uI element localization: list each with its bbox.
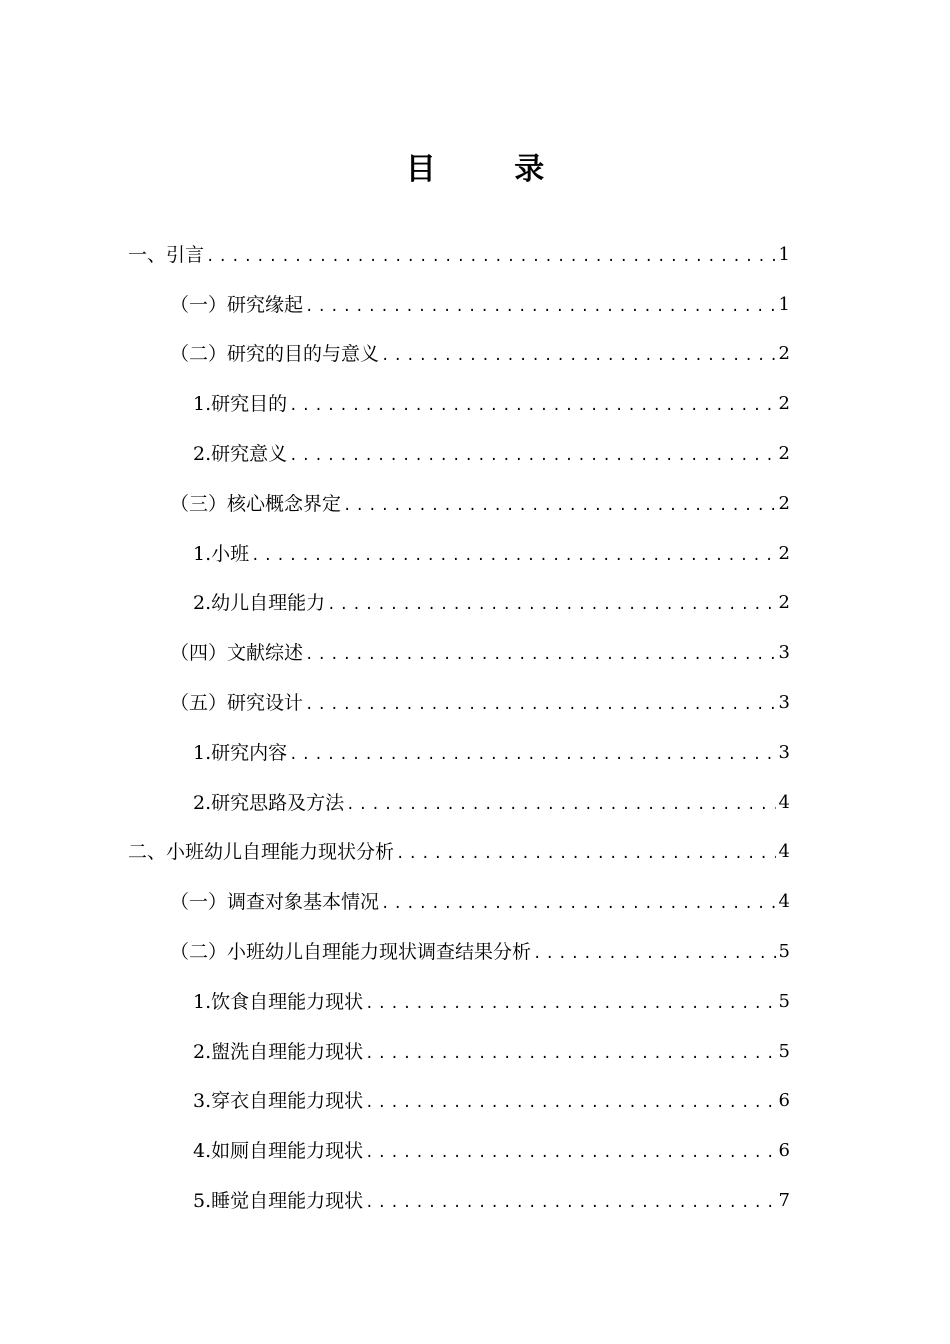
toc-page-number: 4 [778,791,790,813]
toc-entry-text: 一、引言 [128,243,205,266]
toc-entry-text: 二、小班幼儿自理能力现状分析 [128,841,395,864]
toc-page-number: 5 [778,990,790,1012]
toc-entry-text: （一）调查对象基本情况 [170,891,380,914]
toc-page-number: 2 [778,343,790,365]
toc-page-number: 4 [778,891,790,913]
toc-entry-text: （二）小班幼儿自理能力现状调查结果分析 [170,941,532,964]
toc-entry[interactable] [0,479,950,529]
toc-dot-leader [289,443,776,469]
toc-entry-text: （二）研究的目的与意义 [170,343,380,366]
toc-page-number: 3 [778,642,790,664]
toc-dot-leader [365,1090,776,1116]
toc-entry-text: 1.研究内容 [193,741,288,764]
toc-page-number: 4 [778,841,790,863]
toc-dot-leader [381,343,776,369]
toc-page-number: 2 [778,492,790,514]
toc-entry-text: 2.盥洗自理能力现状 [193,1040,364,1063]
toc-entry-text: 1.小班 [193,542,250,565]
toc-page-number: 7 [778,1190,790,1212]
toc-page-number: 5 [778,1040,790,1062]
toc-dot-leader [343,493,776,519]
toc-entry[interactable] [0,280,950,330]
toc-dot-leader [327,592,776,618]
toc-dot-leader [305,642,776,668]
toc-entry[interactable] [0,828,950,878]
page-title: 目 录 [405,152,579,188]
toc-dot-leader [289,393,776,419]
toc-entry[interactable] [0,1077,950,1127]
toc-dot-leader [251,543,776,569]
toc-entry[interactable] [0,529,950,579]
toc-entry[interactable] [0,1027,950,1077]
toc-dot-leader [533,941,776,967]
toc-dot-leader [305,294,776,320]
toc-entry[interactable] [0,429,950,479]
toc-entry[interactable] [0,230,950,280]
toc-entry-text: （五）研究设计 [170,692,304,715]
toc-dot-leader [365,1190,776,1216]
table-of-contents [0,230,950,1226]
toc-entry-text: 2.幼儿自理能力 [193,592,326,615]
toc-entry-text: 2.研究意义 [193,443,288,466]
toc-entry[interactable] [0,927,950,977]
toc-dot-leader [381,891,776,917]
toc-entry[interactable] [0,628,950,678]
toc-page-number: 2 [778,393,790,415]
toc-dot-leader [289,742,776,768]
toc-page-number: 1 [778,243,790,265]
toc-entry-text: 2.研究思路及方法 [193,791,345,814]
toc-dot-leader [305,692,776,718]
toc-dot-leader [346,792,776,818]
toc-entry-text: 1.研究目的 [193,393,288,416]
toc-entry[interactable] [0,877,950,927]
toc-page-number: 2 [778,443,790,465]
toc-page-number: 2 [778,592,790,614]
toc-page-number: 3 [778,692,790,714]
toc-entry-text: 5.睡觉自理能力现状 [193,1190,364,1213]
toc-page-number: 2 [778,542,790,564]
toc-dot-leader [365,1140,776,1166]
toc-page-number: 6 [778,1090,790,1112]
toc-entry-text: 4.如厕自理能力现状 [193,1140,364,1163]
toc-dot-leader [365,1041,776,1067]
toc-entry[interactable] [0,330,950,380]
toc-page-number: 6 [778,1140,790,1162]
toc-entry-text: （三）核心概念界定 [170,492,342,515]
toc-dot-leader [396,841,776,867]
toc-page-number: 5 [778,941,790,963]
toc-entry-text: 1.饮食自理能力现状 [193,990,364,1013]
toc-entry[interactable] [0,678,950,728]
toc-entry[interactable] [0,379,950,429]
toc-page-number: 3 [778,741,790,763]
toc-dot-leader [206,244,776,270]
toc-page-number: 1 [778,293,790,315]
toc-entry-text: （一）研究缘起 [170,293,304,316]
toc-entry[interactable] [0,977,950,1027]
toc-entry[interactable] [0,728,950,778]
toc-entry-text: （四）文献综述 [170,642,304,665]
toc-entry[interactable] [0,1176,950,1226]
toc-dot-leader [365,991,776,1017]
toc-entry[interactable] [0,579,950,629]
toc-entry-text: 3.穿衣自理能力现状 [193,1090,364,1113]
toc-entry[interactable] [0,778,950,828]
toc-entry[interactable] [0,1126,950,1176]
